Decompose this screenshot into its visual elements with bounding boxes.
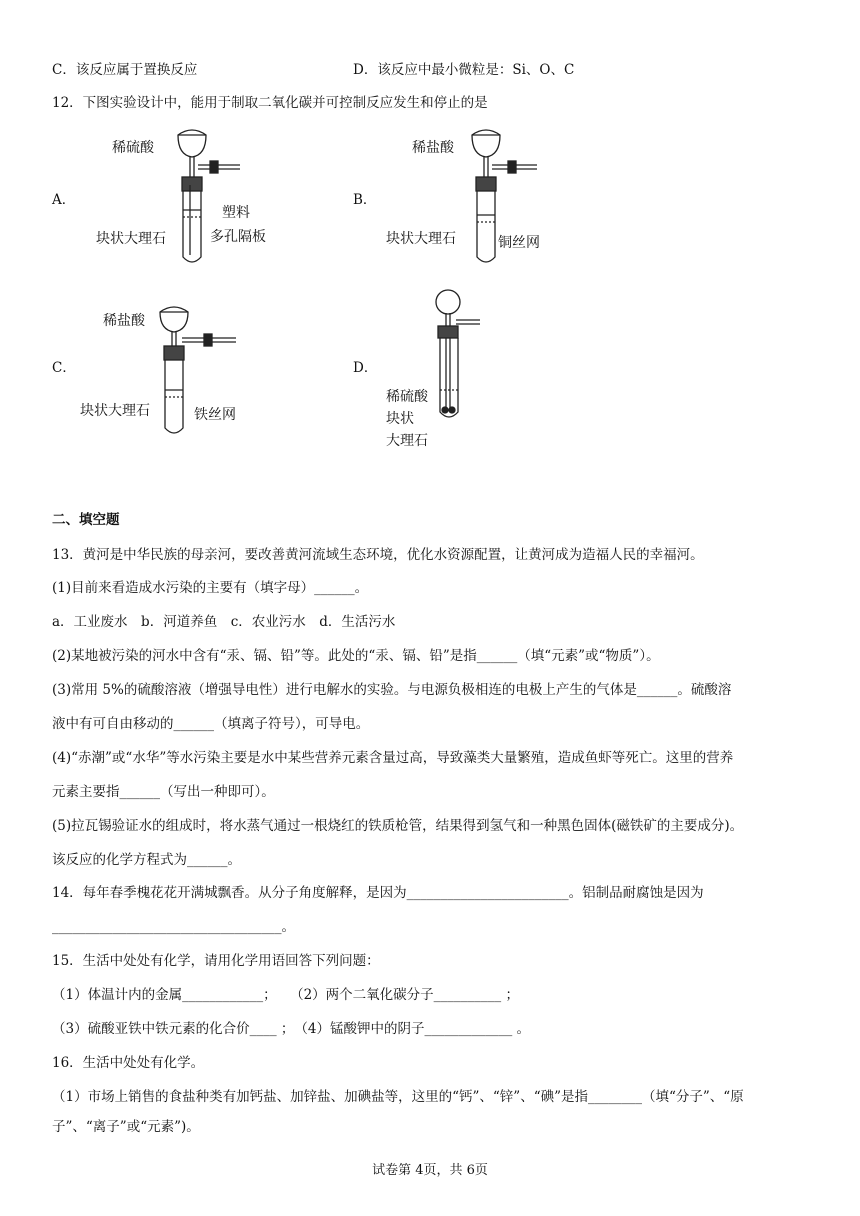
page-footer: 试卷第 4页，共 6页 [372,1163,488,1178]
q13-stem: 13．黄河是中华民族的母亲河，要改善黄河流域生态环境，优化水资源配置，让黄河成为造福人民的幸福河。 [52,547,704,563]
q15-row2: （3）硫酸亚铁中铁元素的化合价____ ； （4）锰酸钾中的阴子_____________ 。 [52,1021,531,1037]
q13-part4-line1: (4)“赤潮”或“水华”等水污染主要是水中某些营养元素含量过高，导致藻类大量繁殖，造成鱼虾等死亡。这里的营养 [52,750,734,766]
q13-part5-line2: 该反应的化学方程式为______。 [52,852,241,868]
q16-part1-line1: （1）市场上销售的食盐种类有加钙盐、加锌盐、加碘盐等，这里的“钙”、“锌”、“碘”是指________（填“分子”、“原 [52,1089,744,1105]
q13-part1: (1)目前来看造成水污染的主要有（填字母）______。 [52,580,369,596]
q15-stem: 15．生活中处处有化学，请用化学用语回答下列问题： [52,953,380,969]
q12-a-solid-label: 块状大理石 [96,231,166,247]
q12-b-solid-label: 块状大理石 [386,231,456,247]
q12-option-c-letter: C． [52,360,76,376]
q12-c-solid-label: 块状大理石 [80,403,150,419]
q11-option-c: C．该反应属于置换反应 [52,62,198,78]
q12-d-acid-label: 稀硫酸 [386,389,428,405]
q13-part1-options: a．工业废水 b．河道养鱼 c．农业污水 d．生活污水 [52,614,396,630]
q13-part5-line1: (5)拉瓦锡验证水的组成时，将水蒸气通过一根烧红的铁质枪管，结果得到氢气和一种黑色固体(磁铁矿的主要成分)。 [52,818,744,834]
section-heading: 二、填空题 [52,512,120,528]
q13-part2: (2)某地被污染的河水中含有“汞、镉、铅”等。此处的“汞、镉、铅”是指______（填“元素”或“物质”）。 [52,648,660,664]
q16-stem: 16．生活中处处有化学。 [52,1055,205,1071]
q15-row1: （1）体温计内的金属____________； （2）两个二氧化碳分子__________ ； [52,987,519,1003]
q13-part3-line1: (3)常用 5%的硫酸溶液（增强导电性）进行电解水的实验。与电源负极相连的电极上产生的气体是______。硫酸溶 [52,682,732,698]
apparatus-b-diagram [462,125,547,275]
q12-b-support-label: 铜丝网 [498,235,540,251]
q12-a-support-label-1: 塑料 [222,205,250,221]
q12-a-acid-label: 稀硫酸 [112,140,154,156]
q14-line1: 14．每年春季槐花花开满城飘香。从分子角度解释，是因为________________________。铝制品耐腐蚀是因为 [52,885,704,901]
q12-d-solid-label-1: 块状 [386,411,414,427]
q13-part4-line2: 元素主要指______（写出一种即可）。 [52,784,275,800]
q14-line2: __________________________________。 [52,919,295,935]
q12-option-d-letter: D． [353,360,378,376]
q12-c-acid-label: 稀盐酸 [103,313,145,329]
q12-b-acid-label: 稀盐酸 [412,140,454,156]
q12-c-support-label: 铁丝网 [194,407,236,423]
q12-d-solid-label-2: 大理石 [386,433,428,449]
q12-stem: 12．下图实验设计中，能用于制取二氧化碳并可控制反应发生和停止的是 [52,95,488,111]
q12-option-a-letter: A． [52,192,76,208]
apparatus-d-diagram [432,286,492,436]
q11-option-d: D．该反应中最小微粒是：Si、O、C [353,62,575,78]
q12-option-b-letter: B． [353,192,377,208]
q13-part3-line2: 液中有可自由移动的______（填离子符号），可导电。 [52,716,370,732]
apparatus-a-diagram [170,125,250,275]
q12-a-support-label-2: 多孔隔板 [210,229,266,245]
q16-part1-line2: 子”、“离子”或“元素”)。 [52,1119,200,1135]
